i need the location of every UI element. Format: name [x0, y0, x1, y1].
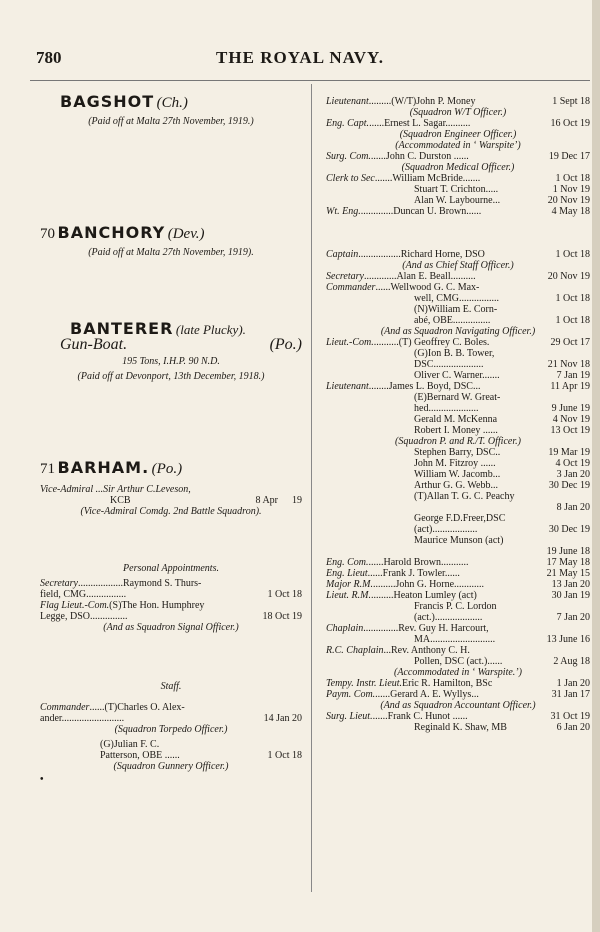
officer-name: ..............Rev. Guy H. Harcourt,	[363, 623, 489, 634]
rank: Chaplain	[326, 623, 364, 634]
officer-row: (Accommodated in ‘ Warspite’)	[395, 140, 521, 151]
officer-row	[326, 414, 590, 425]
section-heading-personal: Personal Appointments.	[123, 563, 219, 574]
officer-row	[40, 600, 302, 611]
column-divider	[311, 84, 312, 892]
ship-number: 71	[40, 461, 55, 477]
seniority-date: 31 Jan 17	[551, 689, 590, 700]
rank: Commander	[326, 282, 376, 293]
officer-name: Stuart T. Crichton.....	[414, 184, 499, 195]
seniority-date	[254, 600, 302, 611]
officer-row	[326, 447, 590, 458]
seniority-date: 11 Apr 19	[550, 381, 590, 392]
officer-name: Stephen Barry, DSC..	[414, 447, 501, 458]
officer-name: (E)Bernard W. Great-	[414, 392, 501, 403]
staff-list	[40, 702, 302, 724]
officer-row	[326, 195, 590, 206]
seniority-date: 7 Jan 19	[556, 370, 590, 381]
seniority-date: 19 Mar 19	[548, 447, 590, 458]
seniority-date: 21 May 15	[546, 568, 590, 579]
page-number: 780	[36, 48, 62, 67]
seniority-date	[542, 535, 590, 546]
seniority-date: 20 Nov 19	[547, 195, 590, 206]
officer-name	[326, 546, 542, 557]
officer-row: (Accommodated in ‘ Warspite.’)	[394, 667, 522, 678]
seniority-date: 8 Jan 20	[556, 502, 590, 513]
officer-block-2	[326, 249, 590, 733]
officer-row	[326, 711, 590, 722]
officer-name: ..........(T) Geoffrey C. Boles.	[373, 337, 490, 348]
officer-name: Patterson, OBE ......	[100, 750, 180, 761]
seniority-date: 7 Jan 20	[556, 612, 590, 623]
seniority-date: 9 June 19	[551, 403, 590, 414]
seniority-date	[542, 601, 590, 612]
officer-row	[100, 739, 302, 750]
officer-name: .............Alan E. Beall..........	[363, 271, 476, 282]
seniority-date: 1 Sept 18	[552, 96, 590, 107]
officer-row	[326, 612, 590, 623]
seniority-date	[254, 702, 302, 713]
seniority-date: 17 May 18	[546, 557, 590, 568]
seniority-date	[254, 739, 302, 750]
officer-name: Gerald M. McKenna	[414, 414, 498, 425]
officer-name: (act)..................	[414, 524, 478, 535]
officer-name: ......(T)Charles O. Alex-	[89, 702, 185, 713]
seniority-date: 16 Oct 19	[550, 118, 590, 129]
officer-row: (Squadron W/T Officer.)	[409, 107, 507, 118]
officer-row	[326, 184, 590, 195]
officer-row	[326, 513, 590, 524]
officer-row: (Squadron Engineer Officer.)	[399, 129, 517, 140]
officer-name: Arthur G. G. Webb...	[414, 480, 498, 491]
seniority-date	[542, 348, 590, 359]
officer-row	[326, 249, 590, 260]
officer-row	[326, 579, 590, 590]
officer-row	[326, 337, 590, 348]
officer-name: ......Gerard A. E. Wyllys...	[375, 689, 479, 700]
seniority-date: 21 Nov 18	[547, 359, 590, 370]
officer-name: .................Richard Horne, DSO	[358, 249, 485, 260]
seniority-date	[254, 578, 302, 589]
vice-admiral-honours: KCB	[110, 495, 131, 506]
ship-barham	[40, 458, 302, 477]
ship-name: BARHAM.	[57, 458, 150, 477]
seniority-date: 30 Dec 19	[548, 524, 590, 535]
ship-bagshot	[60, 92, 302, 111]
rank: Secretary	[326, 271, 364, 282]
ship-class: (Po.)	[151, 461, 183, 477]
vice-admiral-note: (Vice-Admiral Comdg. 2nd Battle Squadron).	[80, 506, 262, 517]
seniority-date	[542, 645, 590, 656]
officer-row	[326, 722, 590, 733]
officer-name: (G)Julian F. C.	[100, 739, 160, 750]
personal-note: (And as Squadron Signal Officer.)	[103, 622, 239, 633]
seniority-date: 1 Oct 18	[555, 249, 590, 260]
officer-row	[326, 678, 590, 689]
officer-name: Eric R. Hamilton, BSc	[402, 678, 493, 689]
officer-name: ......Frank J. Towler......	[367, 568, 460, 579]
rank: Lieutenant	[326, 381, 369, 392]
officer-name: ......Harold Brown...........	[368, 557, 469, 568]
officer-row	[326, 524, 590, 535]
officer-row	[326, 590, 590, 601]
officer-name: .........John G. Horne............	[372, 579, 485, 590]
officer-name: ......Wellwood G. C. Max-	[375, 282, 480, 293]
seniority-date: 3 Jan 20	[556, 469, 590, 480]
officer-row: (And as Squadron Navigating Officer.)	[380, 326, 536, 337]
right-column	[326, 96, 590, 733]
officer-row	[326, 348, 590, 359]
officer-row	[326, 96, 590, 107]
rank: R.C. Chaplain	[326, 645, 384, 656]
vice-admiral-row	[40, 495, 302, 506]
rank: Lieut.-Com.	[326, 337, 374, 348]
seniority-date: 4 Oct 19	[555, 458, 590, 469]
seniority-date: 1 Oct 18	[555, 315, 590, 326]
bullet-mark: •	[40, 774, 44, 785]
officer-row	[326, 601, 590, 612]
seniority-date: 1 Oct 18	[555, 293, 590, 304]
rank: Surg. Lieut.	[326, 711, 373, 722]
ship-class: (Ch.)	[156, 95, 188, 111]
officer-name: Alan W. Laybourne...	[414, 195, 501, 206]
officer-name: field, CMG................	[40, 589, 127, 600]
seniority-date: 1 Oct 18	[267, 750, 302, 761]
officer-row	[326, 535, 590, 546]
seniority-date: 18 Oct 19	[262, 611, 302, 622]
rank: Commander	[40, 702, 90, 713]
officer-name: ......John C. Durston ......	[370, 151, 469, 162]
officer-row	[40, 702, 302, 713]
seniority-date	[542, 623, 590, 634]
officer-name: (G)Ion B. B. Tower,	[414, 348, 495, 359]
staff-note-gunnery: (Squadron Gunnery Officer.)	[113, 761, 229, 772]
officer-name: DSC....................	[414, 359, 484, 370]
officer-name: .............Duncan U. Brown......	[360, 206, 482, 217]
officer-row	[326, 206, 590, 217]
officer-name: Robert I. Money ......	[414, 425, 498, 436]
officer-name: MA..........................	[414, 634, 496, 645]
officer-name: .........(W/T)John P. Money	[368, 96, 476, 107]
ship-name: BANTERER	[70, 319, 174, 338]
officer-row	[326, 689, 590, 700]
officer-name: Legge, DSO...............	[40, 611, 128, 622]
seniority-date: 19 June 18	[546, 546, 590, 557]
vice-admiral-name: Vice-Admiral ...Sir Arthur C.Leveson,	[40, 484, 191, 495]
seniority-date: 2 Aug 18	[553, 656, 590, 667]
seniority-date: 1 Oct 18	[555, 173, 590, 184]
seniority-date: 14 Jan 20	[263, 713, 302, 724]
ship-name: BAGSHOT	[60, 92, 155, 111]
seniority-date: 1 Nov 19	[552, 184, 590, 195]
officer-row	[326, 425, 590, 436]
ship-banchory	[40, 223, 302, 242]
officer-name: Oliver C. Warner.......	[414, 370, 500, 381]
officer-name: ander.........................	[40, 713, 125, 724]
officer-name: ......Frank C. Hunot ......	[372, 711, 468, 722]
ship-banterer	[70, 319, 302, 338]
seniority-date: 4 Nov 19	[552, 414, 590, 425]
seniority-date	[542, 491, 590, 502]
rank: Secretary	[40, 578, 78, 589]
officer-name: .......William McBride.......	[374, 173, 481, 184]
officer-name: George F.D.Freer,DSC	[414, 513, 506, 524]
officer-row: (Squadron P. and R./T. Officer.)	[395, 436, 521, 447]
officer-row	[326, 491, 590, 502]
officer-row	[326, 645, 590, 656]
page-header	[0, 48, 600, 74]
officer-row	[326, 623, 590, 634]
officer-name: ...Rev. Anthony C. H.	[383, 645, 470, 656]
officer-row	[326, 370, 590, 381]
seniority-date: 1 Oct 18	[267, 589, 302, 600]
officer-name: abé, OBE...............	[414, 315, 491, 326]
officer-name: Pollen, DSC (act.)......	[414, 656, 503, 667]
officer-row	[326, 634, 590, 645]
officer-row	[326, 546, 590, 557]
officer-row	[326, 315, 590, 326]
ship-name: BANCHORY	[57, 223, 166, 242]
vice-admiral-year: 19	[292, 495, 302, 506]
ship-specs: 195 Tons, I.H.P. 90 N.D.	[122, 356, 220, 367]
officer-row	[326, 502, 590, 513]
page-edge	[592, 0, 600, 932]
officer-name: ........James L. Boyd, DSC...	[368, 381, 481, 392]
ship-type: Gun-Boat.	[60, 336, 128, 353]
officer-row	[326, 568, 590, 579]
rank: Major R.M.	[326, 579, 373, 590]
officer-row: (Squadron Medical Officer.)	[401, 162, 515, 173]
officer-name: ..................Raymond S. Thurs-	[77, 578, 202, 589]
officer-row	[326, 469, 590, 480]
seniority-date: 13 Oct 19	[550, 425, 590, 436]
officer-row	[326, 557, 590, 568]
vice-admiral-entry	[40, 484, 302, 517]
seniority-date: 13 June 16	[546, 634, 590, 645]
officer-row	[100, 750, 302, 761]
officer-name: ......Ernest L. Sagar..........	[369, 118, 471, 129]
ship-note: (Paid off at Malta 27th November, 1919.)	[88, 116, 254, 127]
seniority-date: 30 Jan 19	[551, 590, 590, 601]
officer-name: (N)William E. Corn-	[414, 304, 498, 315]
rank: Flag Lieut.-Com.	[40, 600, 110, 611]
officer-row	[40, 589, 302, 600]
section-heading-staff: Staff.	[160, 681, 182, 692]
officer-row	[40, 611, 302, 622]
officer-row	[326, 403, 590, 414]
ship-type-row	[60, 336, 302, 353]
officer-name	[326, 502, 542, 513]
rank: Tempy. Instr. Lieut.	[326, 678, 403, 689]
page-title: THE ROYAL NAVY.	[216, 48, 384, 67]
seniority-date: 30 Dec 19	[548, 480, 590, 491]
seniority-date: 1 Jan 20	[556, 678, 590, 689]
officer-name: William W. Jacomb...	[414, 469, 501, 480]
ship-late-name: (late Plucky).	[175, 322, 246, 337]
ship-number: 70	[40, 226, 55, 242]
officer-row	[326, 282, 590, 293]
rank: Eng. Capt.	[326, 118, 370, 129]
officer-row	[326, 304, 590, 315]
ship-note: (Paid off at Malta 27th November, 1919).	[88, 247, 254, 258]
header-rule	[30, 80, 590, 81]
officer-name: (act.)...................	[414, 612, 483, 623]
officer-row	[326, 381, 590, 392]
rank: Eng. Lieut	[326, 568, 368, 579]
rank: Lieut. R.M.	[326, 590, 371, 601]
seniority-date: 29 Oct 17	[550, 337, 590, 348]
left-column	[40, 92, 302, 785]
rank: Paym. Com.	[326, 689, 376, 700]
officer-name: hed....................	[414, 403, 479, 414]
seniority-date: 19 Dec 17	[548, 151, 590, 162]
staff-list-gunnery	[40, 739, 302, 761]
seniority-date	[542, 304, 590, 315]
officer-row	[326, 151, 590, 162]
officer-name: well, CMG................	[414, 293, 499, 304]
officer-name: (S)The Hon. Humphrey	[109, 600, 205, 611]
officer-name: John M. Fitzroy ......	[414, 458, 496, 469]
rank: Wt. Eng.	[326, 206, 361, 217]
officer-row	[326, 392, 590, 403]
seniority-date: 31 Oct 19	[550, 711, 590, 722]
ship-note: (Paid off at Devonport, 13th December, 1918.)	[77, 371, 265, 382]
officer-row	[326, 480, 590, 491]
staff-note-torpedo: (Squadron Torpedo Officer.)	[114, 724, 228, 735]
officer-row	[326, 173, 590, 184]
rank: Surg. Com.	[326, 151, 371, 162]
seniority-date: 6 Jan 20	[556, 722, 590, 733]
officer-row	[326, 458, 590, 469]
personal-list	[40, 578, 302, 622]
officer-row	[40, 578, 302, 589]
seniority-date	[542, 282, 590, 293]
officer-name: .........Heaton Lumley (act)	[371, 590, 477, 601]
officer-row	[326, 293, 590, 304]
rank: Clerk to Sec	[326, 173, 375, 184]
officer-row: (And as Squadron Accountant Officer.)	[380, 700, 536, 711]
seniority-date: 13 Jan 20	[551, 579, 590, 590]
officer-name: Reginald K. Shaw, MB	[414, 722, 507, 733]
seniority-date: 20 Nov 19	[547, 271, 590, 282]
officer-name: (T)Allan T. G. C. Peachy	[414, 491, 515, 502]
rank: Lieutenant	[326, 96, 369, 107]
seniority-date: 4 May 18	[551, 206, 590, 217]
officer-name: Francis P. C. Lordon	[414, 601, 497, 612]
officer-row	[326, 118, 590, 129]
ship-port: (Po.)	[269, 336, 302, 353]
officer-name: Maurice Munson (act)	[414, 535, 504, 546]
officer-row	[326, 271, 590, 282]
seniority-date	[542, 513, 590, 524]
rank: Captain	[326, 249, 359, 260]
officer-row	[326, 656, 590, 667]
seniority-date	[542, 392, 590, 403]
rank: Eng. Com.	[326, 557, 369, 568]
officer-row: (And as Chief Staff Officer.)	[402, 260, 514, 271]
officer-row	[326, 359, 590, 370]
officer-block-1	[326, 96, 590, 217]
vice-admiral-date: 8 Apr	[255, 495, 278, 506]
ship-class: (Dev.)	[167, 226, 205, 242]
officer-row	[40, 713, 302, 724]
